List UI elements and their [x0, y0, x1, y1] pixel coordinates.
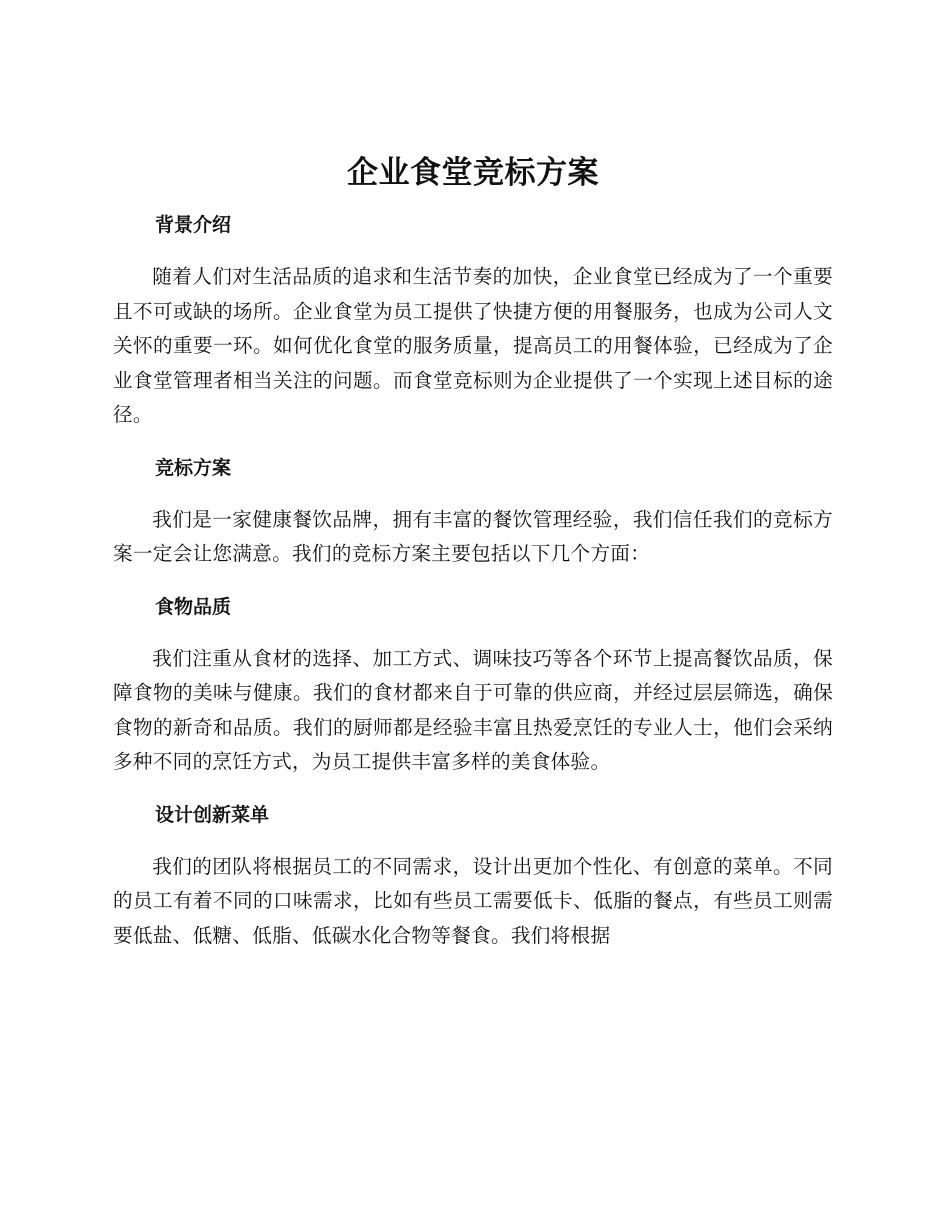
section-heading-menu-design: 设计创新菜单 [155, 803, 270, 826]
section-heading-bidding-plan: 竞标方案 [155, 456, 232, 479]
section-heading-background: 背景介绍 [155, 214, 232, 236]
page-title: 企业食堂竞标方案 [347, 155, 599, 191]
paragraph-food-quality: 我们注重从食材的选择、加工方式、调味技巧等各个环节上提高餐饮品质，保障食物的美味与健康。我们的食材都来自于可靠的供应商，并经过层层筛选，确保食物的新奇和品质。我们的厨师都是经验丰富且热爱烹饪的专业人士，他们会采纳多种不同的烹饪方式，为员工提供丰富多样的美食体验。 [113, 646, 833, 773]
section-heading-food-quality: 食物品质 [155, 595, 232, 618]
document-body [113, 150, 833, 973]
paragraph-bidding-plan: 我们是一家健康餐饮品牌，拥有丰富的餐饮管理经验，我们信任我们的竞标方案一定会让您满意。我们的竞标方案主要包括以下几个方面： [113, 507, 833, 565]
paragraph-background: 随着人们对生活品质的追求和生活节奏的加快，企业食堂已经成为了一个重要且不可或缺的场所。企业食堂为员工提供了快捷方便的用餐服务，也成为公司人文关怀的重要一环。如何优化食堂的服务质量，提高员工的用餐体验，已经成为了企业食堂管理者相当关注的问题。而食堂竞标则为企业提供了一个实现上述目标的途径。 [113, 265, 833, 426]
paragraph-menu-design: 我们的团队将根据员工的不同需求，设计出更加个性化、有创意的菜单。不同的员工有着不同的口味需求，比如有些员工需要低卡、低脂的餐点，有些员工则需要低盐、低糖、低脂、低碳水化合物等餐食。我们将根据 [113, 854, 833, 947]
